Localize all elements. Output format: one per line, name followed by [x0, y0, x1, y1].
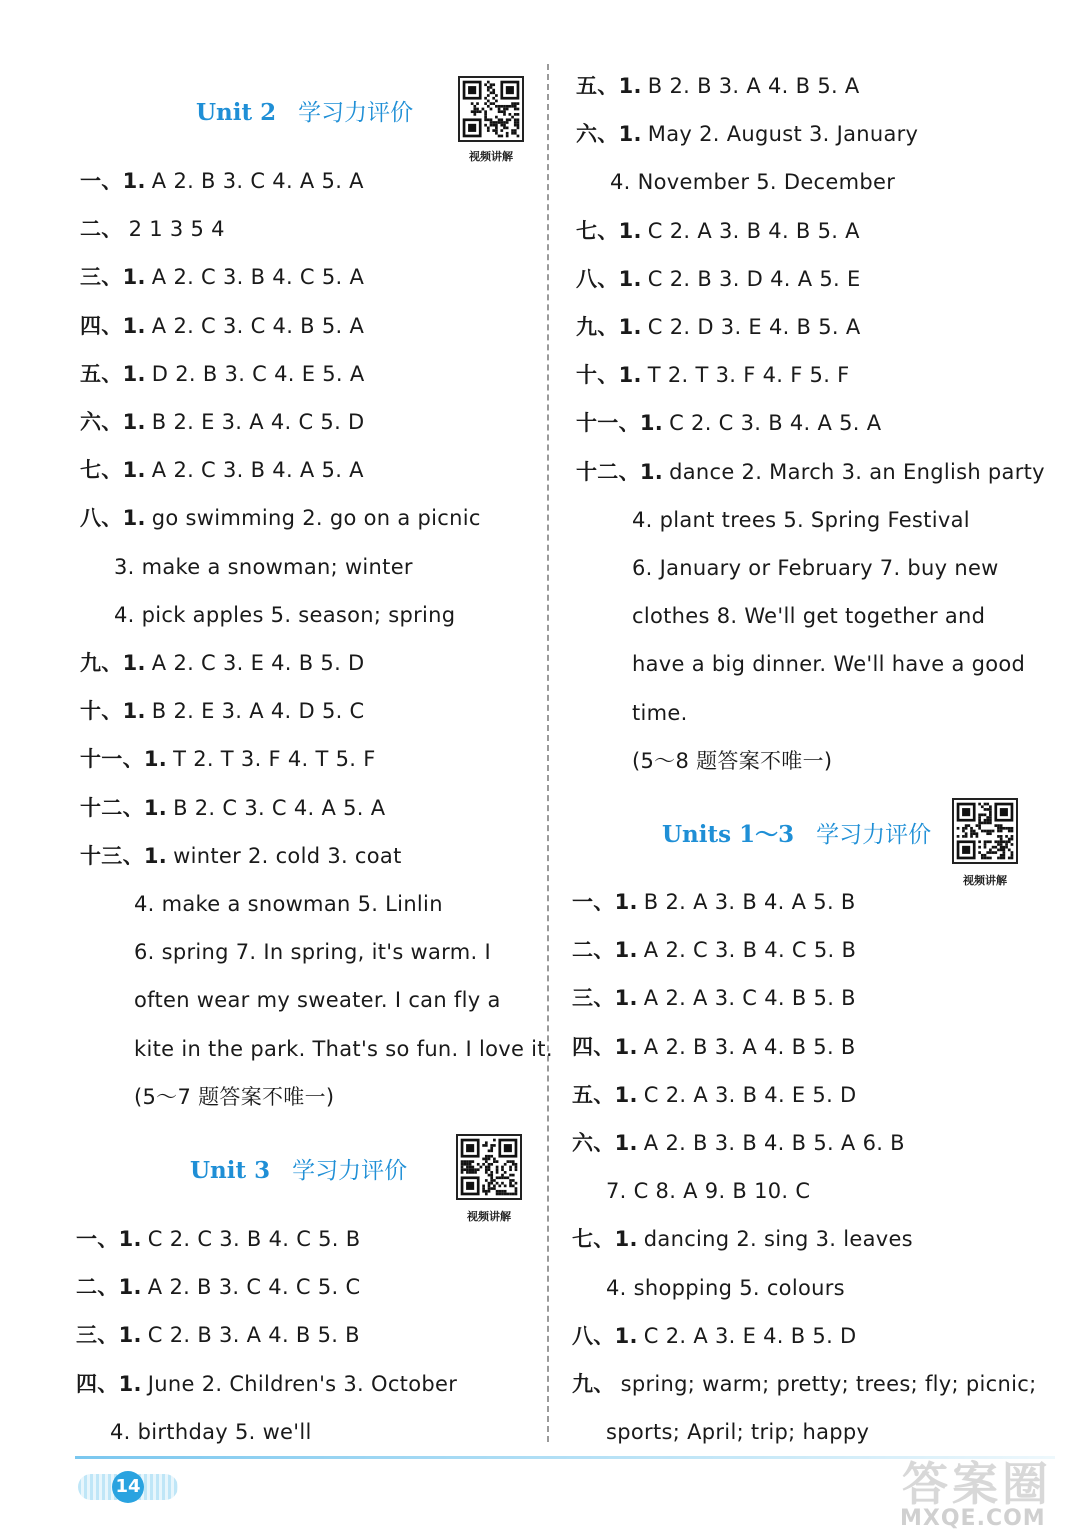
answer-line — [606, 1273, 845, 1303]
answer-line — [76, 1272, 360, 1302]
answer-line — [632, 505, 970, 535]
answer-line — [76, 1369, 457, 1399]
answer-line — [80, 841, 402, 871]
answer-line — [576, 264, 861, 294]
answer-text: D 2. B 3. C 4. E 5. A — [151, 361, 365, 386]
answer-line — [80, 696, 365, 726]
answer-text: B 2. A 3. B 4. A 5. B — [643, 890, 856, 914]
answer-line — [134, 889, 443, 919]
answer-line — [572, 887, 856, 917]
question-label: 四、1. — [76, 1371, 142, 1396]
answer-text: dancing 2. sing 3. leaves — [643, 1227, 913, 1252]
question-label: 二、1. — [572, 938, 638, 963]
answer-line — [572, 1032, 856, 1062]
question-label: 六、1. — [572, 1131, 638, 1155]
question-label: 十二、1. — [576, 459, 664, 484]
answer-line — [572, 935, 856, 965]
answer-line — [80, 262, 364, 292]
qr-pattern — [460, 78, 522, 140]
answer-text: dance 2. March 3. an English party — [669, 459, 1045, 484]
answer-text: June 2. Children's 3. October — [147, 1371, 458, 1396]
qr-caption: 视频讲解 — [963, 874, 1007, 887]
answer-line — [76, 1224, 360, 1254]
answer-line — [110, 1417, 312, 1447]
answer-line — [114, 600, 455, 630]
qr-caption: 视频讲解 — [469, 150, 513, 163]
answer-text: sports; April; trip; happy — [606, 1420, 870, 1445]
answer-line — [576, 119, 918, 149]
answer-text: C 2. B 3. D 4. A 5. E — [647, 266, 861, 291]
question-label: 四、1. — [80, 313, 146, 338]
answer-line — [134, 1034, 553, 1064]
answer-line — [610, 167, 895, 197]
answer-text: B 2. E 3. A 4. D 5. C — [151, 699, 365, 724]
answer-line — [572, 1321, 857, 1351]
answer-line — [576, 312, 861, 342]
answer-text: A 2. C 3. B 4. C 5. A — [151, 265, 365, 290]
answer-line — [576, 360, 850, 390]
answer-line — [80, 648, 365, 678]
section-title-cn: 学习力评价 — [816, 822, 932, 848]
question-label: 七、1. — [572, 1227, 638, 1252]
answer-text: B 2. C 3. C 4. A 5. A — [173, 795, 386, 820]
answer-text: winter 2. cold 3. coat — [173, 843, 402, 868]
question-label: 一、1. — [76, 1227, 142, 1251]
question-label: 七、1. — [576, 218, 642, 243]
answer-text: 6. spring 7. In spring, it's warm. I — [134, 940, 491, 965]
answer-line — [572, 1128, 905, 1158]
answer-line — [80, 359, 365, 389]
answer-line — [80, 793, 385, 823]
answer-line — [134, 1082, 334, 1112]
question-label: 三、1. — [76, 1323, 142, 1348]
answer-line — [80, 311, 364, 341]
question-label: 九、1. — [80, 651, 146, 675]
answer-text: B 2. E 3. A 4. C 5. D — [151, 410, 365, 434]
qr-code-icon[interactable] — [456, 1134, 522, 1200]
answer-text: A 2. B 3. C 4. C 5. C — [147, 1275, 361, 1300]
question-label: 十一、1. — [80, 747, 168, 772]
answer-text: have a big dinner. We'll have a good — [632, 652, 1026, 677]
qr-code-icon[interactable] — [458, 76, 524, 142]
answer-line — [114, 552, 413, 582]
question-label: 七、1. — [80, 458, 146, 483]
question-label: 十一、1. — [576, 411, 664, 436]
answer-line — [632, 746, 832, 776]
qr-pattern — [458, 1136, 520, 1198]
section-title-cn: 学习力评价 — [292, 1158, 408, 1184]
question-label: 十、1. — [576, 363, 642, 388]
question-label: 五、1. — [572, 1082, 638, 1107]
section-title-en: Unit 2 — [196, 99, 277, 126]
answer-line — [632, 553, 999, 583]
question-label: 九、 — [572, 1372, 615, 1396]
question-label: 四、1. — [572, 1034, 638, 1059]
answer-text: 4. birthday 5. we'll — [110, 1419, 312, 1444]
section-title-units1-3 — [662, 816, 931, 849]
answer-line — [80, 166, 364, 196]
answer-text: A 2. C 3. E 4. B 5. D — [151, 651, 365, 675]
answer-line — [576, 457, 1045, 487]
answer-text: 7. C 8. A 9. B 10. C — [606, 1179, 811, 1204]
answer-text: C 2. A 3. B 4. E 5. D — [643, 1082, 857, 1107]
section-title-cn: 学习力评价 — [298, 100, 414, 126]
answer-text: 2 1 3 5 4 — [128, 217, 225, 242]
answer-text: spring; warm; pretty; trees; fly; picnic; — [620, 1372, 1037, 1396]
answer-text: 4. November 5. December — [610, 170, 896, 195]
answer-text: A 2. C 3. B 4. A 5. A — [151, 458, 364, 483]
watermark-text: 答案圈 — [902, 1457, 1052, 1511]
answer-text: time. — [632, 700, 688, 725]
watermark-url: MXQE.COM — [900, 1506, 1046, 1531]
answer-text: C 2. C 3. B 4. A 5. A — [669, 411, 882, 436]
qr-code-icon[interactable] — [952, 798, 1018, 864]
question-label: 一、1. — [80, 169, 146, 193]
answer-line — [606, 1417, 869, 1447]
answer-text: kite in the park. That's so fun. I love it. — [134, 1036, 553, 1061]
answer-text: May 2. August 3. January — [647, 122, 919, 147]
answer-text: (5～8 题答案不唯一) — [632, 748, 833, 773]
answer-line — [80, 214, 225, 244]
answer-line — [576, 216, 860, 246]
answer-text: 4. plant trees 5. Spring Festival — [632, 507, 970, 532]
page-number: 14 — [112, 1471, 144, 1503]
answer-text: 4. make a snowman 5. Linlin — [134, 892, 443, 916]
question-label: 一、1. — [572, 890, 638, 914]
answer-text: A 2. B 3. C 4. A 5. A — [151, 169, 364, 193]
answer-text: C 2. B 3. A 4. B 5. B — [147, 1323, 360, 1348]
question-label: 九、1. — [576, 315, 642, 339]
answer-line — [576, 71, 860, 101]
answer-line — [632, 698, 688, 728]
answer-text: A 2. B 3. B 4. B 5. A 6. B — [643, 1131, 905, 1155]
answer-line — [572, 983, 856, 1013]
answer-line — [134, 985, 501, 1015]
answer-text: B 2. B 3. A 4. B 5. A — [647, 74, 860, 98]
qr-caption: 视频讲解 — [467, 1210, 511, 1223]
question-label: 十三、1. — [80, 843, 168, 868]
section-title-en: Unit 3 — [190, 1157, 271, 1184]
question-label: 三、1. — [80, 265, 146, 290]
answer-text: C 2. C 3. B 4. C 5. B — [147, 1227, 361, 1251]
answer-text: C 2. A 3. E 4. B 5. D — [643, 1323, 857, 1348]
qr-pattern — [954, 800, 1016, 862]
section-title-en: Units 1～3 — [662, 821, 795, 848]
answer-line — [576, 408, 881, 438]
answer-text: 6. January or February 7. buy new — [632, 556, 999, 580]
question-label: 六、1. — [80, 410, 146, 434]
answer-text: T 2. T 3. F 4. F 5. F — [647, 363, 850, 388]
answer-text: C 2. A 3. B 4. B 5. A — [647, 218, 860, 243]
answer-text: clothes 8. We'll get together and — [632, 604, 986, 629]
question-label: 五、1. — [80, 361, 146, 386]
answer-text: T 2. T 3. F 4. T 5. F — [173, 747, 376, 772]
answer-line — [606, 1176, 810, 1206]
answer-text: go swimming 2. go on a picnic — [151, 506, 481, 531]
question-label: 二、1. — [76, 1275, 142, 1300]
answer-text: 4. pick apples 5. season; spring — [114, 602, 456, 627]
answer-text: A 2. A 3. C 4. B 5. B — [643, 986, 856, 1011]
answer-line — [80, 407, 365, 437]
answer-line — [572, 1369, 1036, 1399]
answer-line — [80, 744, 376, 774]
column-divider — [547, 64, 549, 1442]
answer-line — [572, 1080, 857, 1110]
answer-text: C 2. D 3. E 4. B 5. A — [647, 315, 861, 339]
section-title-unit2 — [196, 94, 413, 127]
answer-text: A 2. C 3. B 4. C 5. B — [643, 938, 857, 963]
answer-line — [134, 937, 491, 967]
question-label: 五、1. — [576, 74, 642, 98]
section-title-unit3 — [190, 1152, 407, 1185]
answer-line — [632, 601, 985, 631]
question-label: 八、1. — [80, 506, 146, 531]
question-label: 八、1. — [576, 266, 642, 291]
answer-line — [80, 455, 364, 485]
answer-text: A 2. C 3. C 4. B 5. A — [151, 313, 365, 338]
question-label: 十二、1. — [80, 795, 168, 820]
answer-text: 4. shopping 5. colours — [606, 1275, 845, 1300]
question-label: 六、1. — [576, 122, 642, 147]
answer-line — [572, 1224, 913, 1254]
answer-text: (5～7 题答案不唯一) — [134, 1084, 335, 1109]
question-label: 二、 — [80, 217, 123, 242]
question-label: 八、1. — [572, 1323, 638, 1348]
question-label: 三、1. — [572, 986, 638, 1011]
answer-line — [80, 503, 481, 533]
watermark-logo — [878, 1448, 1068, 1534]
answer-text: 3. make a snowman; winter — [114, 554, 413, 579]
answer-text: often wear my sweater. I can fly a — [134, 988, 501, 1013]
answer-line — [76, 1320, 360, 1350]
question-label: 十、1. — [80, 699, 146, 724]
answer-text: A 2. B 3. A 4. B 5. B — [643, 1034, 856, 1059]
answer-line — [632, 649, 1025, 679]
